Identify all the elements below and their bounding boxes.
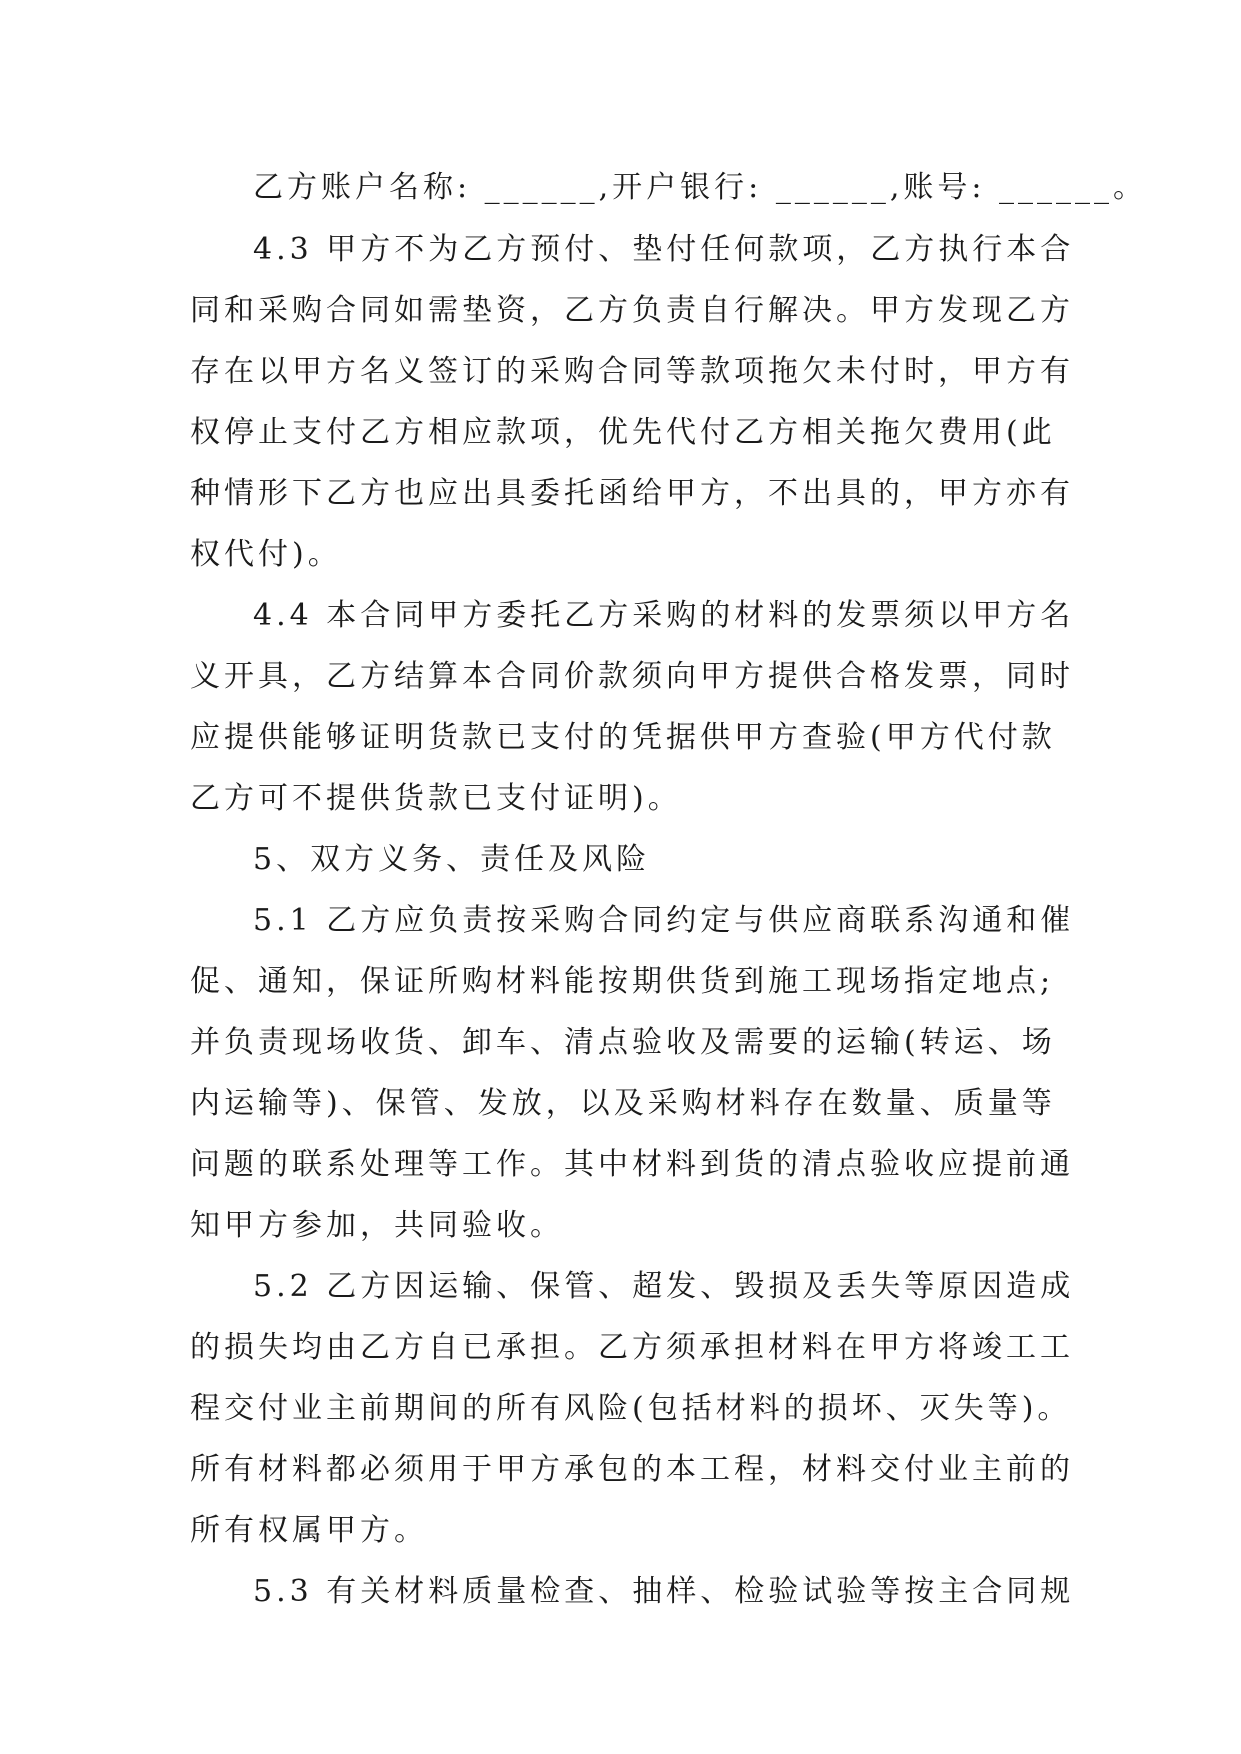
clause-4-3-line: 权代付)。 [190, 537, 342, 572]
clause-4-3-line: 4.3 甲方不为乙方预付、垫付任何款项，乙方执行本合 [253, 232, 1075, 267]
account-info-line: 乙方账户名称: ______,开户银行: ______,账号: ______。 [253, 170, 1148, 205]
section-5-heading: 5、双方义务、责任及风险 [253, 842, 651, 877]
clause-5-2-line: 所有材料都必须用于甲方承包的本工程，材料交付业主前的 [190, 1452, 1074, 1487]
clause-5-1-line: 问题的联系处理等工作。其中材料到货的清点验收应提前通 [190, 1147, 1074, 1182]
clause-4-4-line: 应提供能够证明货款已支付的凭据供甲方查验(甲方代付款 [190, 720, 1056, 755]
clause-5-1-line: 知甲方参加，共同验收。 [190, 1208, 564, 1243]
clause-5-1-line: 内运输等)、保管、发放，以及采购材料存在数量、质量等 [190, 1086, 1056, 1121]
clause-4-4-line: 乙方可不提供货款已支付证明)。 [190, 781, 682, 816]
clause-4-3-line: 存在以甲方名义签订的采购合同等款项拖欠未付时，甲方有 [190, 354, 1074, 389]
clause-5-1-line: 促、通知，保证所购材料能按期供货到施工现场指定地点; [190, 964, 1055, 999]
clause-4-4-line: 义开具，乙方结算本合同价款须向甲方提供合格发票，同时 [190, 659, 1074, 694]
clause-5-2-line: 5.2 乙方因运输、保管、超发、毁损及丢失等原因造成 [253, 1269, 1075, 1304]
clause-5-3-line: 5.3 有关材料质量检查、抽样、检验试验等按主合同规 [253, 1574, 1075, 1609]
clause-5-2-line: 所有权属甲方。 [190, 1513, 428, 1548]
clause-4-4-line: 4.4 本合同甲方委托乙方采购的材料的发票须以甲方名 [253, 598, 1075, 633]
clause-4-3-line: 权停止支付乙方相应款项，优先代付乙方相关拖欠费用(此 [190, 415, 1056, 450]
clause-5-2-line: 的损失均由乙方自已承担。乙方须承担材料在甲方将竣工工 [190, 1330, 1074, 1365]
clause-4-3-line: 同和采购合同如需垫资，乙方负责自行解决。甲方发现乙方 [190, 293, 1074, 328]
clause-5-2-line: 程交付业主前期间的所有风险(包括材料的损坏、灭失等)。 [190, 1391, 1072, 1426]
clause-5-1-line: 5.1 乙方应负责按采购合同约定与供应商联系沟通和催 [253, 903, 1075, 938]
clause-5-1-line: 并负责现场收货、卸车、清点验收及需要的运输(转运、场 [190, 1025, 1056, 1060]
clause-4-3-line: 种情形下乙方也应出具委托函给甲方，不出具的，甲方亦有 [190, 476, 1074, 511]
